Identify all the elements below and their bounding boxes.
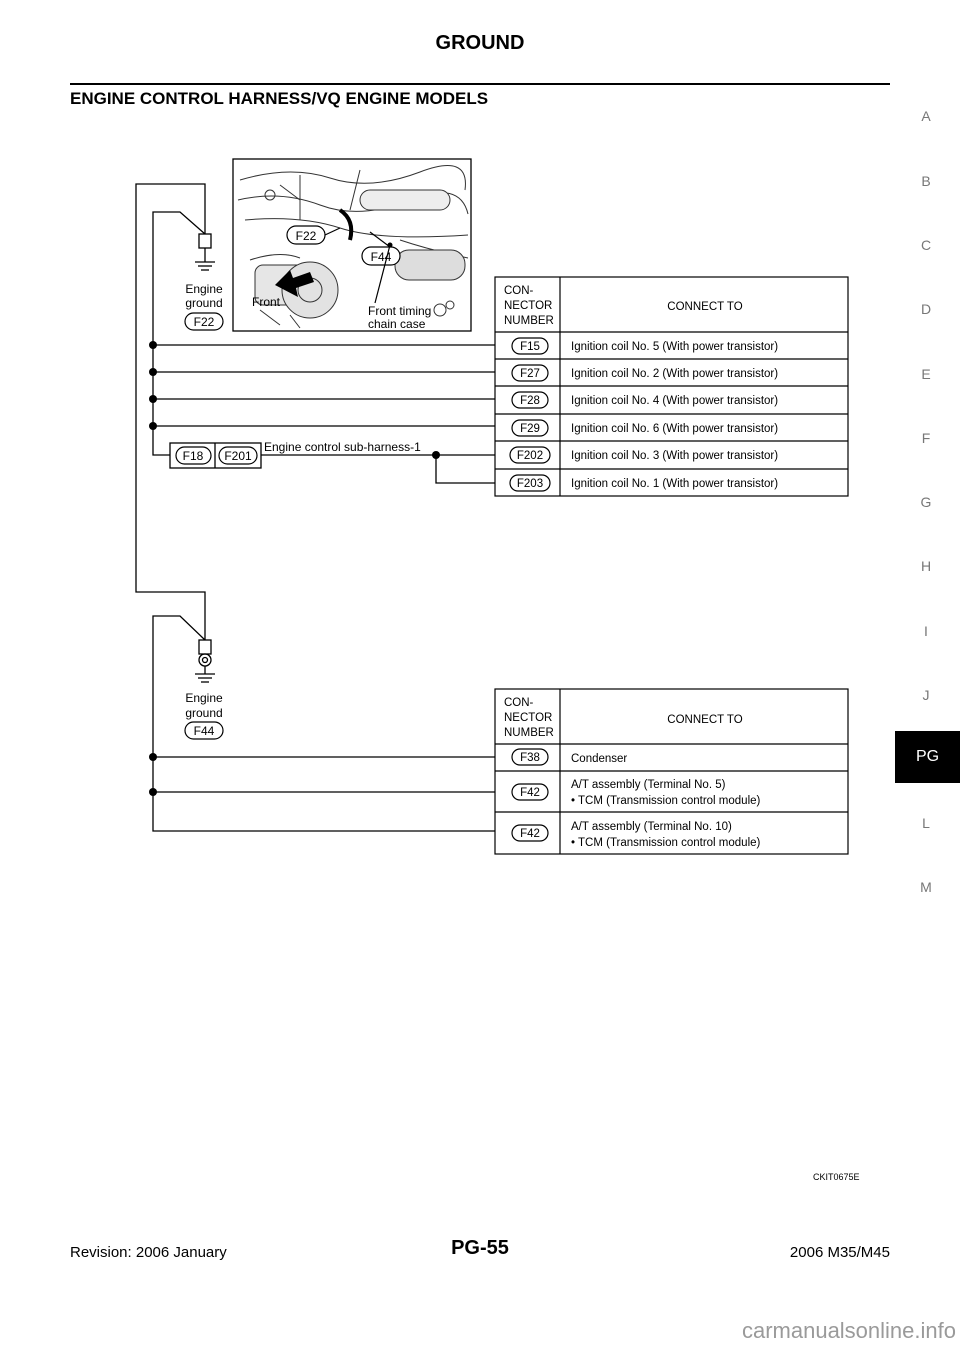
table1-row-connector: F15 [520,341,540,353]
ground-terminal-2 [199,640,211,654]
table2-row-connector: F42 [520,787,540,799]
page-title: GROUND [435,32,525,54]
callout-f44: F44 [370,250,392,264]
nav-letter-b[interactable]: B [921,173,931,189]
nav-letter-e[interactable]: E [921,366,931,382]
table1-header-connector-3: NUMBER [504,315,554,327]
table2-header-connector-1: CON- [504,697,534,709]
splice-dot [149,395,157,403]
nav-letter-d[interactable]: D [920,301,932,317]
table1-row-connector: F27 [520,368,540,380]
nav-letter-a[interactable]: A [921,108,931,124]
table2-row-connector: F42 [520,828,540,840]
callout-f22: F22 [295,229,317,243]
table1-row-connect-to: Ignition coil No. 6 (With power transistor) [571,423,779,435]
footer-revision: Revision: 2006 January [70,1244,227,1261]
ground2-label-2: ground [185,706,223,720]
footer-model: 2006 M35/M45 [789,1244,890,1261]
table2-row-connector: F38 [520,752,540,764]
ground2-connector: F44 [193,724,215,738]
nav-letter-l[interactable]: L [922,815,930,831]
ground-terminal-1 [199,234,211,248]
splice-dot [149,753,157,761]
table2-row-connect-to: Condenser [571,753,628,765]
table1-header-connect-to: CONNECT TO [667,301,743,313]
table1-row-connect-to: Ignition coil No. 2 (With power transistor) [571,368,779,380]
nav-letter-m[interactable]: M [920,879,932,895]
ground1-label-2: ground [185,296,223,310]
nav-letter-g[interactable]: G [920,494,932,510]
table1-row-connector: F29 [520,423,540,435]
timing-label-1: Front timing [368,304,432,318]
nav-letter-c[interactable]: C [920,237,932,253]
table2-header-connect-to: CONNECT TO [667,714,743,726]
subharness-right-connector: F201 [224,449,252,463]
splice-dot [432,451,440,459]
table1-row-connector: F28 [520,395,540,407]
nav-letter-j[interactable]: J [922,687,930,703]
nav-letter-i[interactable]: I [924,623,928,639]
table1-row-connect-to: Ignition coil No. 3 (With power transistor) [571,450,779,462]
nav-letter-h[interactable]: H [920,558,932,574]
table1-row-connect-to: Ignition coil No. 5 (With power transistor) [571,341,779,353]
subharness-left-connector: F18 [182,449,204,463]
timing-label-2: chain case [368,317,426,331]
ground1-connector: F22 [193,315,215,329]
front-label: Front [252,295,281,309]
section-title: ENGINE CONTROL HARNESS/VQ ENGINE MODELS [70,89,489,108]
nav-active-pg[interactable]: PG [895,731,960,783]
table1-row-connect-to: Ignition coil No. 4 (With power transistor) [571,395,779,407]
splice-dot [149,422,157,430]
table2-row-connect-to: A/T assembly (Terminal No. 10) [571,821,732,833]
splice-dot [149,788,157,796]
table2-row-connect-to: A/T assembly (Terminal No. 5) [571,779,726,791]
ground2-label-1: Engine [185,691,223,705]
splice-dot [149,368,157,376]
footer-page-number: PG-55 [451,1237,509,1259]
watermark: carmanualsonline.info [741,1318,956,1343]
table2-header-connector-3: NUMBER [504,727,554,739]
table2-header-connector-2: NECTOR [504,712,553,724]
table1-row-connect-to: Ignition coil No. 1 (With power transistor) [571,478,779,490]
table1-row-connector: F203 [516,478,544,490]
subharness-label: Engine control sub-harness-1 [264,440,421,454]
table1-header-connector-2: NECTOR [504,300,553,312]
table2-row-connect-to-sub: • TCM (Transmission control module) [571,837,761,849]
nav-letter-f[interactable]: F [921,430,931,446]
table1-row-connector: F202 [516,450,544,462]
table1-header-connector-1: CON- [504,285,534,297]
table2-row-connect-to-sub: • TCM (Transmission control module) [571,795,761,807]
ground1-label-1: Engine [185,282,223,296]
splice-dot [149,341,157,349]
figure-id: CKIT0675E [813,1172,860,1182]
